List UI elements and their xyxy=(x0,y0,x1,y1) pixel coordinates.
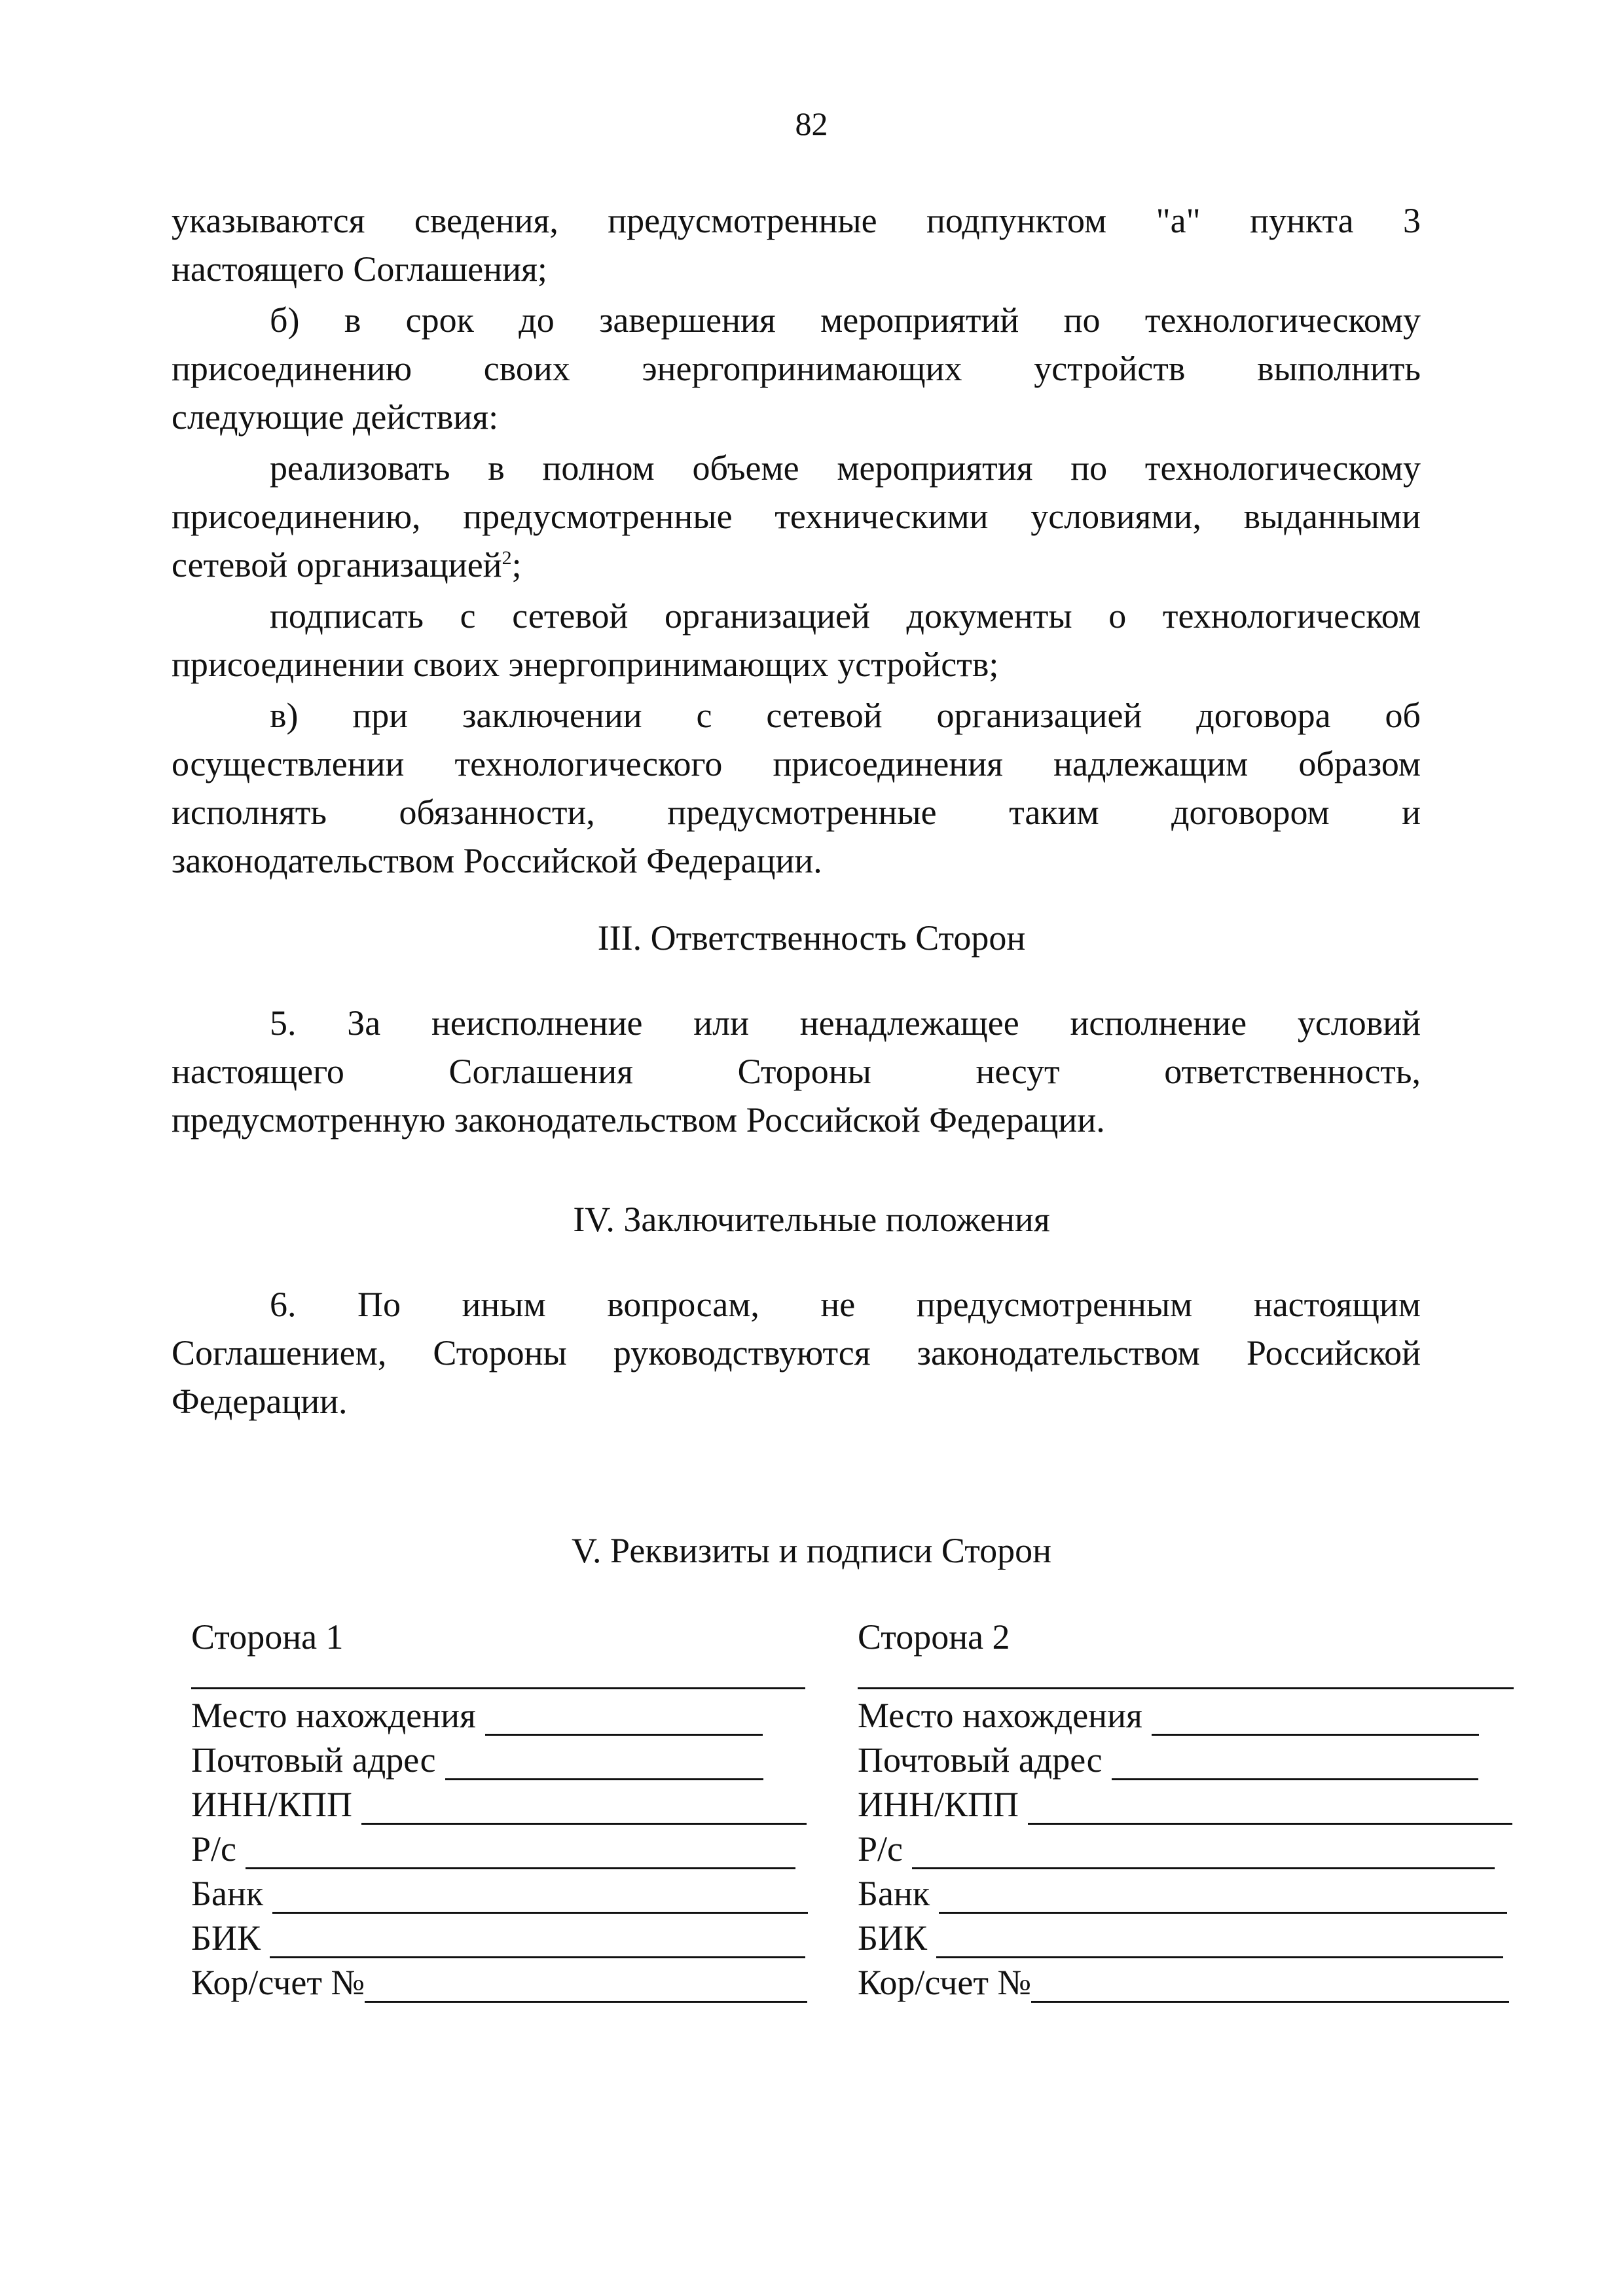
paragraph-7 xyxy=(172,1280,1421,1426)
text-line xyxy=(172,999,1421,1047)
word: или xyxy=(693,1003,750,1043)
word: Стороны xyxy=(737,1052,871,1091)
word: исполнять xyxy=(172,793,327,832)
word: договором xyxy=(1171,793,1330,832)
paragraph-2 xyxy=(172,296,1421,441)
text-line: осуществлении технологического присоединения надлежащим образом xyxy=(172,744,1421,783)
party-2-correspondent-field[interactable] xyxy=(858,1964,1509,2003)
field-underline[interactable] xyxy=(1028,1791,1512,1825)
word: завершения xyxy=(599,300,776,340)
word: условий xyxy=(1297,1003,1421,1043)
party-2-location-field[interactable] xyxy=(858,1696,1479,1736)
section-heading-3: III. Ответственность Сторон xyxy=(597,918,1026,958)
text-line xyxy=(172,1047,1421,1096)
party-1-postal-field[interactable] xyxy=(191,1741,763,1780)
field-underline[interactable] xyxy=(1152,1702,1479,1736)
word: несут xyxy=(976,1052,1060,1091)
word: срок xyxy=(405,300,474,340)
field-underline[interactable] xyxy=(1112,1747,1478,1780)
word: присоединению xyxy=(172,349,412,388)
party-1-name-line[interactable] xyxy=(191,1687,805,1689)
party-1-correspondent-field[interactable] xyxy=(191,1964,807,2003)
party-1-title: Сторона 1 xyxy=(191,1617,344,1657)
word: организацией xyxy=(936,696,1142,735)
word: и xyxy=(1402,793,1421,832)
word: таким xyxy=(1009,793,1099,832)
word: предусмотренные xyxy=(608,201,877,240)
text-line: присоединении своих энергопринимающих устройств; xyxy=(172,645,999,684)
party-1-inn-field[interactable] xyxy=(191,1785,807,1825)
field-label: БИК xyxy=(858,1918,928,1958)
field-underline[interactable] xyxy=(365,1969,807,2003)
text-line xyxy=(172,344,1421,393)
field-label: Почтовый адрес xyxy=(191,1740,436,1780)
text-line xyxy=(172,1280,1421,1329)
field-underline[interactable] xyxy=(445,1747,763,1780)
text-line xyxy=(172,788,1421,836)
word: исполнение xyxy=(1070,1003,1247,1043)
word: энергопринимающих xyxy=(642,349,962,388)
text-line: подписать с сетевой организацией документы о технологическом xyxy=(270,596,1421,636)
word: 6. По xyxy=(270,1285,401,1324)
word: об xyxy=(1385,696,1421,735)
word: настоящего xyxy=(172,1052,344,1091)
field-label: Банк xyxy=(858,1874,930,1913)
field-label: Р/с xyxy=(191,1829,237,1869)
word: предусмотренным xyxy=(916,1285,1193,1324)
field-underline[interactable] xyxy=(485,1702,763,1736)
party-2-postal-field[interactable] xyxy=(858,1741,1478,1780)
word: вопросам, xyxy=(607,1285,759,1324)
party-1-bank-field[interactable] xyxy=(191,1874,808,1914)
field-underline[interactable] xyxy=(361,1791,807,1825)
party-1-location-field[interactable] xyxy=(191,1696,763,1736)
field-label: Банк xyxy=(191,1874,264,1913)
word: с xyxy=(696,696,712,735)
text-line: Федерации. xyxy=(172,1382,348,1421)
text-line: законодательством Российской Федерации. xyxy=(172,841,822,880)
field-underline[interactable] xyxy=(272,1880,808,1914)
text-line: предусмотренную законодательством Российской Федерации. xyxy=(172,1100,1105,1139)
party-2-block xyxy=(858,1617,1512,2022)
word: Соглашения xyxy=(448,1052,633,1091)
word: устройств xyxy=(1034,349,1186,388)
party-2-bik-field[interactable] xyxy=(858,1919,1503,1958)
field-label: ИНН/КПП xyxy=(858,1785,1019,1824)
party-2-account-field[interactable] xyxy=(858,1830,1495,1869)
field-label: Кор/счет № xyxy=(191,1963,365,2002)
field-label: Р/с xyxy=(858,1829,903,1869)
page-number: 82 xyxy=(795,105,828,142)
text-line xyxy=(172,541,1421,589)
field-underline[interactable] xyxy=(936,1925,1503,1958)
word: заключении xyxy=(462,696,642,735)
text-line: присоединению, предусмотренные техническими условиями, выданными xyxy=(172,497,1421,536)
field-underline[interactable] xyxy=(912,1836,1495,1869)
text-line: Соглашением, Стороны руководствуются законодательством Российской xyxy=(172,1333,1421,1372)
word: пункта 3 xyxy=(1250,201,1421,240)
word: 5. За xyxy=(270,1003,381,1043)
word: иным xyxy=(462,1285,546,1324)
footnote-ref: 2 xyxy=(501,547,512,569)
party-2-name-line[interactable] xyxy=(858,1687,1514,1689)
party-2-title: Сторона 2 xyxy=(858,1617,1010,1657)
text-line xyxy=(172,296,1421,344)
text-span: сетевой организацией xyxy=(172,545,502,584)
paragraph-4 xyxy=(172,592,1421,689)
text-line: настоящего Соглашения; xyxy=(172,249,547,289)
paragraph-3 xyxy=(172,444,1421,589)
field-label: БИК xyxy=(191,1918,261,1958)
word: подпунктом "а" xyxy=(926,201,1201,240)
paragraph-1 xyxy=(172,196,1421,293)
word: до xyxy=(519,300,555,340)
field-underline[interactable] xyxy=(246,1836,795,1869)
word: мероприятий xyxy=(820,300,1019,340)
text-line xyxy=(172,691,1421,740)
word: выполнить xyxy=(1257,349,1421,388)
word: по xyxy=(1063,300,1101,340)
field-label: Место нахождения xyxy=(858,1696,1142,1735)
party-2-bank-field[interactable] xyxy=(858,1874,1507,1914)
section-heading-4: IV. Заключительные положения xyxy=(573,1200,1050,1239)
word: сетевой xyxy=(766,696,883,735)
field-label: Почтовый адрес xyxy=(858,1740,1103,1780)
text-span: ; xyxy=(511,545,522,584)
word: в) при xyxy=(270,696,409,735)
word: сведения, xyxy=(414,201,558,240)
word: не xyxy=(820,1285,856,1324)
party-2-inn-field[interactable] xyxy=(858,1785,1512,1825)
word: обязанности, xyxy=(399,793,595,832)
field-label: ИНН/КПП xyxy=(191,1785,353,1824)
section-heading-5: V. Реквизиты и подписи Сторон xyxy=(571,1531,1052,1570)
word: б) в xyxy=(270,300,361,340)
field-underline[interactable] xyxy=(270,1925,805,1958)
word: указываются xyxy=(172,201,365,240)
paragraph-5 xyxy=(172,691,1421,885)
text-line: следующие действия: xyxy=(172,397,499,437)
field-label: Место нахождения xyxy=(191,1696,476,1735)
word: ответственность, xyxy=(1164,1052,1421,1091)
word: настоящим xyxy=(1253,1285,1421,1324)
party-1-account-field[interactable] xyxy=(191,1830,795,1869)
paragraph-6 xyxy=(172,999,1421,1144)
word: своих xyxy=(483,349,570,388)
field-underline[interactable] xyxy=(1031,1969,1509,2003)
party-1-bik-field[interactable] xyxy=(191,1919,805,1958)
word: неисполнение xyxy=(431,1003,643,1043)
field-underline[interactable] xyxy=(939,1880,1507,1914)
word: договора xyxy=(1196,696,1331,735)
text-line: реализовать в полном объеме мероприятия по технологическому xyxy=(270,448,1421,488)
text-line xyxy=(172,196,1421,245)
word: ненадлежащее xyxy=(799,1003,1019,1043)
word: предусмотренные xyxy=(667,793,937,832)
party-1-block xyxy=(191,1617,846,2022)
field-label: Кор/счет № xyxy=(858,1963,1031,2002)
word: технологическому xyxy=(1144,300,1421,340)
